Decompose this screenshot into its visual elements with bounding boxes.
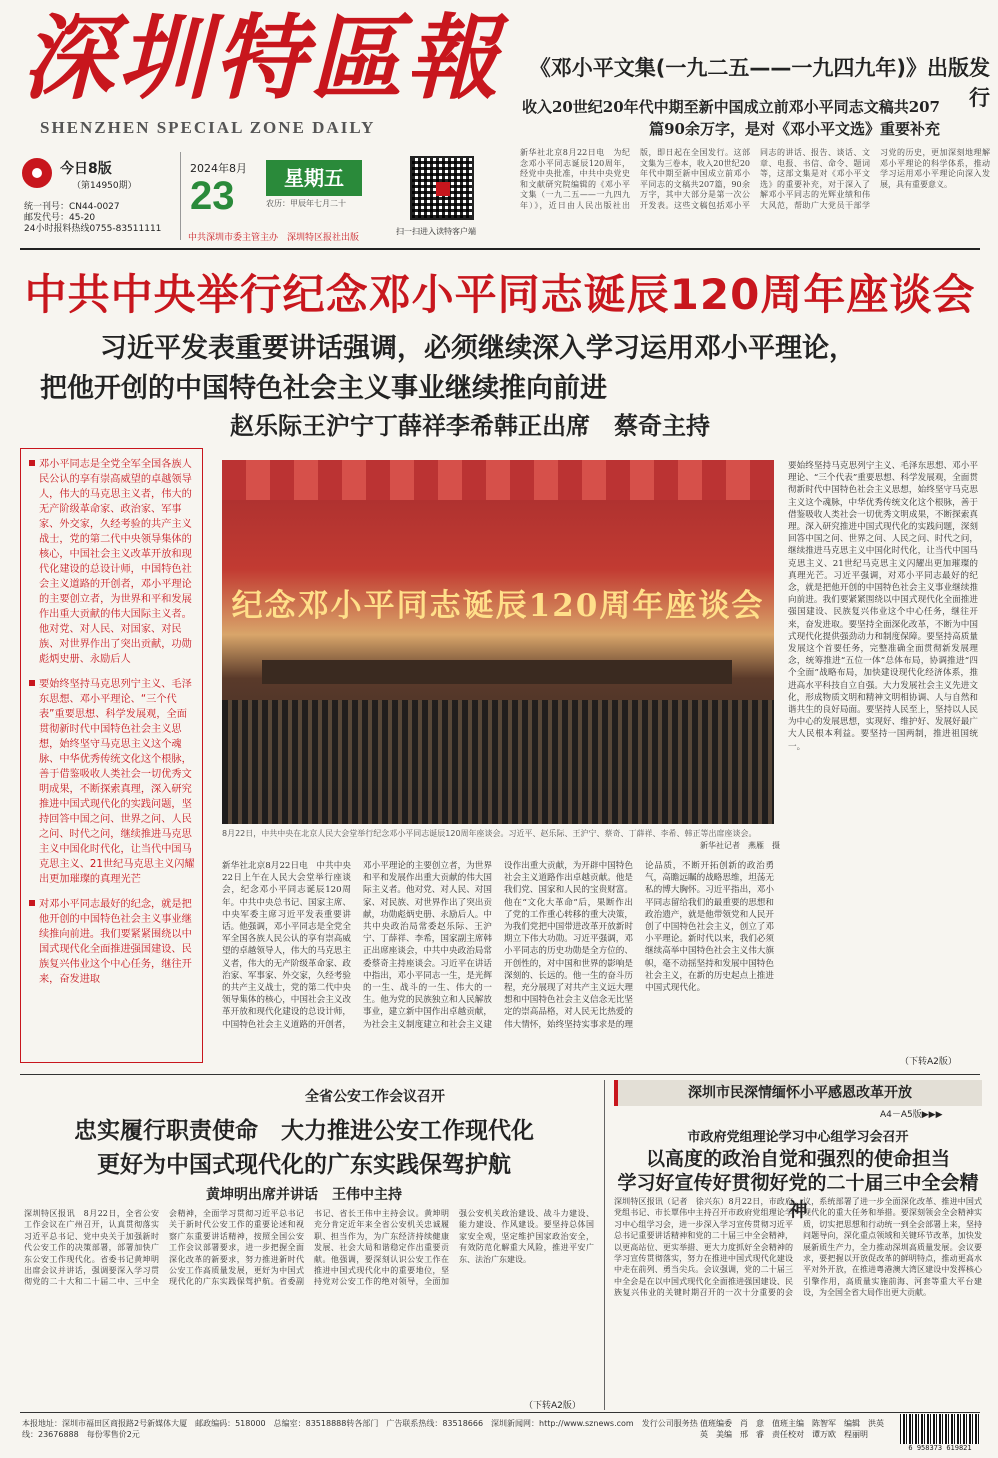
gov-story-kicker: 市政府党组理论学习中心组学习会召开 [687, 1130, 909, 1145]
bullet-square-icon [29, 460, 35, 466]
date-year-month: 2024年8月 [190, 162, 247, 175]
photo-audience [222, 700, 774, 824]
gov-story-title-1[interactable]: 以高度的政治自觉和强烈的使命担当 [645, 1148, 950, 1170]
police-story-kicker: 全省公安工作会议召开 [305, 1089, 445, 1105]
headline-deck-2: 把他开创的中国特色社会主义事业继续推向前进 [40, 373, 607, 404]
headline-deck-1: 习近平发表重要讲话强调，必须继续深入学习运用邓小平理论， [100, 333, 856, 364]
police-story-subtitle: 黄坤明出席并讲话 王伟中主持 [206, 1187, 402, 1203]
bullet-square-icon [29, 680, 35, 686]
photo-rostrum [262, 660, 732, 684]
divider [604, 1080, 605, 1410]
lunar-date: 农历：甲辰年七月二十 [266, 199, 346, 208]
qr-caption: 扫一扫进入读特客户端 [396, 227, 476, 236]
footer-info: 本报地址：深圳市福田区商报路2号新媒体大厦 邮政编码：518000 总编室：83518888转各部门 广告联系热线：83518666 深圳新闻网：http://www.sznews.com 发行公司服务热线：23676888 每份零售价2元 [22, 1419, 698, 1439]
photo-flags [222, 460, 774, 500]
photo-caption: 8月22日，中共中央在北京人民大会堂举行纪念邓小平同志诞辰120周年座谈会。习近平、赵乐际、王沪宁、蔡奇、丁薛祥、李希、韩正等出席座谈会。 [222, 829, 757, 838]
lead-story-continued: 要始终坚持马克思列宁主义、毛泽东思想、邓小平理论、“三个代表”重要思想、科学发展观，全面贯彻新时代中国特色社会主义思想，始终坚守马克思主义这个魂脉，中华优秀传统文化这个根脉，善于借鉴吸收人类社会一切优秀文明成果，不断探索真理。深入研究推进中国式现代化的实践问题，深刻回答中国之问、世界之问、人民之问、时代之问，继续推进马克思主义中国化时代化，让当代中国马克思主义、21世纪马克思主义闪耀出更加璀璨的真理光芒。习近平强调，对邓小平同志最好的纪念，就是把他开创的中国特色社会主义事业继续推向前进。我们要紧紧围绕以中国式现代化全面推进强国建设、民族复兴伟业这个中心任务，继往开来，奋发进取。要坚持全面深化改革，不断为中国式现代化提供强劲动力和制度保障。要坚持高质量发展这个首要任务，完整准确全面贯彻新发展理念，统筹推进“五位一体”总体布局，协调推进“四个全面”战略布局，加快建设现代化经济体系，推进高水平科技自立自强。大力发展社会主义先进文化，形成物质文明和精神文明相协调、人与自然和谐共生的良好局面。要坚持人民至上，坚持以人民为中心的发展思想，实现好、维护好、发展好最广大人民根本利益。要坚持一国两制，推进祖国统一。 [788, 461, 978, 752]
code-line: 24小时报料热线0755-83511111 [24, 224, 162, 234]
bullet-square-icon [29, 900, 35, 906]
highlight-text: 要始终坚持马克思列宁主义、毛泽东思想、邓小平理论、“三个代表”重要思想、科学发展观，全面贯彻新时代中国特色社会主义思想，始终坚守马克思主义这个魂脉、中华优秀传统文化这个根脉，善于借鉴吸收人类社会一切优秀文明成果，不断探索真理，深入研究推进中国式现代化的实践问题，坚持回答中国之问、世界之问、人民之问、时代之问，继续推进马克思主义中国化时代化，让当代中国马克思主义、21世纪马克思主义闪耀出更加璀璨的真理光芒 [39, 679, 195, 885]
weekday-badge: 星期五 [266, 160, 362, 196]
continued-link[interactable]: （下转A2版） [524, 1401, 581, 1411]
headline-deck-3: 赵乐际王沪宁丁薛祥李希韩正出席 蔡奇主持 [230, 411, 710, 440]
top-story-body: 新华社北京8月22日电 为纪念邓小平同志诞辰120周年，经党中央批准，中共中央党史和文献研究院编辑的《邓小平文集（一九二五——一九四九年）》，近日由人民出版社出版，即日起在全国发行。这部文集为三卷本，收入20世纪20年代中期至新中国成立前邓小平同志的文稿共207篇，90余万字，其中大部分是第一次公开发表。这些文稿包括邓小平同志的讲话、报告、谈话、文章、电报、书信、命令、题词等，这部文集是对《邓小平文选》的重要补充，对于深入了解邓小平同志的光辉业绩和伟大风范，帮助广大党员干部学习党的历史，更加深刻地理解邓小平理论的科学体系，推动学习运用邓小平理论向深入发展，具有重要意义。 [520, 148, 990, 210]
publisher-line: 中共深圳市委主管主办 深圳特区报社出版 [188, 233, 360, 243]
main-headline[interactable]: 中共中央举行纪念邓小平同志诞辰120周年座谈会 [24, 270, 976, 319]
highlight-text: 对邓小平同志最好的纪念，就是把他开创的中国特色社会主义事业继续推向前进。我们要紧紧围绕以中国式现代化全面推进强国建设、民族复兴伟业这个中心任务，继往开来，奋发进取 [39, 899, 192, 985]
continued-link[interactable]: （下转A2版） [900, 1057, 957, 1067]
gov-story-body: 深圳特区报讯（记者 徐兴东）8月22日，市政府党组书记、市长覃伟中主持召开市政府党组理论学习中心组学习会，进一步深入学习宣传贯彻习近平总书记重要讲话精神和党的二十届三中全会精神，以更高站位、更实举措、更大力度抓好全会精神的学习宣传贯彻落实，努力在推进中国式现代化建设中走在前列、勇当尖兵。会议强调，党的二十届三中全会是在以中国式现代化全面推进强国建设、民族复兴伟业的关键时期召开的一次十分重要的会议，系统部署了进一步全面深化改革、推进中国式现代化的重大任务和举措。要深刻领会全会精神实质，切实把思想和行动统一到全会部署上来，坚持问题导向，深化重点领域和关键环节改革，加快发展新质生产力，全力推动深圳高质量发展。会议要求，要把握以开放促改革的鲜明特点，推动更高水平对外开放，在推进粤港澳大湾区建设中发挥核心引擎作用，高质量实施前海、河套等重大平台建设，为全国全省大局作出更大贡献。 [614, 1197, 982, 1298]
divider [180, 152, 181, 240]
highlight-item [29, 897, 196, 987]
photo-banner-text: 纪念邓小平同志诞辰120周年座谈会 [231, 588, 765, 624]
top-story-subtitle: 收入20世纪20年代中期至新中国成立前邓小平同志文稿共207篇90余万字，是对《邓小平文选》重要补充 [521, 98, 940, 138]
issue-number: （第14950期） [72, 181, 137, 191]
barcode-icon [900, 1414, 980, 1444]
code-line: 统一刊号：CN44-0027 [24, 202, 120, 212]
police-story-body: 深圳特区报讯 8月22日，全省公安工作会议在广州召开，认真贯彻落实习近平总书记、党中央关于加强新时代公安工作的决策部署，部署加快广东公安工作现代化。省委书记黄坤明出席会议并讲话，强调要深入学习贯彻党的二十大和二十届二中、三中全会精神，全面学习贯彻习近平总书记关于新时代公安工作的重要论述和视察广东重要讲话精神，按照全国公安工作会议部署要求，进一步把握全面深化改革的新要求，努力推进新时代公安工作高质量发展，更好为中国式现代化的广东实践保驾护航。省委副书记、省长王伟中主持会议。黄坤明充分肯定近年来全省公安机关忠诚履职、担当作为，为广东经济持续健康发展、社会大局和谐稳定作出重要贡献。他强调，要深刻认识公安工作在推进中国式现代化中的重要地位，坚持党对公安工作的绝对领导，全面加强公安机关政治建设、战斗力建设、能力建设、作风建设。要坚持总体国家安全观，坚定维护国家政治安全，有效防范化解重大风险，推进平安广东、法治广东建设。 [24, 1209, 594, 1287]
publication-codes [24, 202, 184, 235]
divider [20, 1074, 980, 1075]
feature-banner[interactable]: 深圳市民深情缅怀小平感恩改革开放 [614, 1080, 982, 1106]
highlight-item [29, 677, 196, 887]
masthead-english: SHENZHEN SPECIAL ZONE DAILY [40, 118, 376, 137]
qr-code-icon[interactable] [410, 156, 474, 220]
gov-story-title-2[interactable]: 学习好宣传好贯彻好党的二十届三中全会精神 [617, 1172, 979, 1221]
highlights-box [20, 448, 203, 1063]
divider [20, 248, 980, 250]
highlight-item [29, 457, 196, 667]
masthead-logo [22, 4, 512, 116]
police-story-title-2[interactable]: 更好为中国式现代化的广东实践保驾护航 [97, 1152, 511, 1178]
date-day: 23 [190, 174, 235, 218]
top-story-title[interactable]: 《邓小平文集(一九二五——一九四九年)》出版发行 [529, 56, 990, 110]
masthead-title: 深圳特區報 [22, 4, 503, 112]
lead-story-body: 新华社北京8月22日电 中共中央22日上午在人民大会堂举行座谈会，纪念邓小平同志诞辰120周年。中共中央总书记、国家主席、中央军委主席习近平发表重要讲话。他强调，邓小平同志是全党全军全国各族人民公认的享有崇高威望的卓越领导人，伟大的马克思主义者，伟大的无产阶级革命家、政治家、军事家、外交家，久经考验的共产主义战士，党的第二代中央领导集体的核心，中国社会主义改革开放和现代化建设的总设计师，中国特色社会主义道路的开创者，邓小平理论的主要创立者，为世界和平和发展作出重大贡献的伟大国际主义者。他对党、对人民、对国家、对民族、对世界作出了突出贡献，功勋彪炳史册、永励后人。中共中央政治局常委赵乐际、王沪宁、丁薛祥、李希，国家副主席韩正出席座谈会，中共中央政治局常委蔡奇主持座谈会。习近平在讲话中指出，邓小平同志一生，是光辉的一生、战斗的一生、伟大的一生。他为党的民族独立和人民解放事业，建立新中国作出卓越贡献，为社会主义制度建立和社会主义建设作出重大贡献，为开辟中国特色社会主义道路作出卓越贡献。他是我们党、国家和人民的宝贵财富。他在“文化大革命”后，果断作出了党的工作重心转移的重大决策，为我们党把中国带进改革开放新时期立下伟大功勋。习近平强调，邓小平同志的历史功勋是全方位的、开创性的，对中国和世界的影响是深刻的、长远的。他一生的奋斗历程，充分展现了对共产主义远大理想和中国特色社会主义信念无比坚定的崇高品格，对人民无比热爱的伟大情怀，始终坚持实事求是的理论品质，不断开拓创新的政治勇气，高瞻远瞩的战略思维，坦荡无私的博大胸怀。习近平指出，邓小平同志留给我们的最重要的思想和政治遗产，就是他带领党和人民开创了中国特色社会主义，创立了邓小平理论。新时代以来，我们必须继续高举中国特色社会主义伟大旗帜，毫不动摇坚持和发展中国特色社会主义，在新的历史起点上推进中国式现代化。 [222, 861, 774, 1030]
code-line: 邮发代号：45-20 [24, 213, 96, 223]
newspaper-seal-icon [22, 158, 52, 188]
divider [20, 1412, 980, 1413]
barcode-number: 6 958373 619821 [908, 1444, 972, 1452]
photo-credit: 新华社记者 燕雁 摄 [700, 841, 780, 850]
lead-photo[interactable] [222, 460, 774, 824]
highlight-text: 邓小平同志是全党全军全国各族人民公认的享有崇高威望的卓越领导人，伟大的马克思主义者，伟大的无产阶级革命家、政治家、军事家、外交家，久经考验的共产主义战士，党的第二代中央领导集体的核心，中国社会主义改革开放和现代化建设的总设计师，中国特色社会主义道路的开创者，邓小平理论的主要创立者，为世界和平和发展作出重大贡献的伟大国际主义者。他对党、对人民、对国家、对民族、对世界作出了突出贡献，功勋彪炳史册、永励后人 [39, 459, 192, 665]
editors-credit: 值班编委 肖 意 值班主编 陈智军 编辑 洪英英 美编 邢 睿 责任校对 谭万欧 程丽明 [700, 1419, 884, 1439]
feature-page-ref[interactable]: A4－A5版▶▶▶ [880, 1110, 943, 1120]
police-story-title-1[interactable]: 忠实履行职责使命 大力推进公安工作现代化 [74, 1118, 534, 1144]
edition-count: 今日8版 [60, 161, 112, 177]
